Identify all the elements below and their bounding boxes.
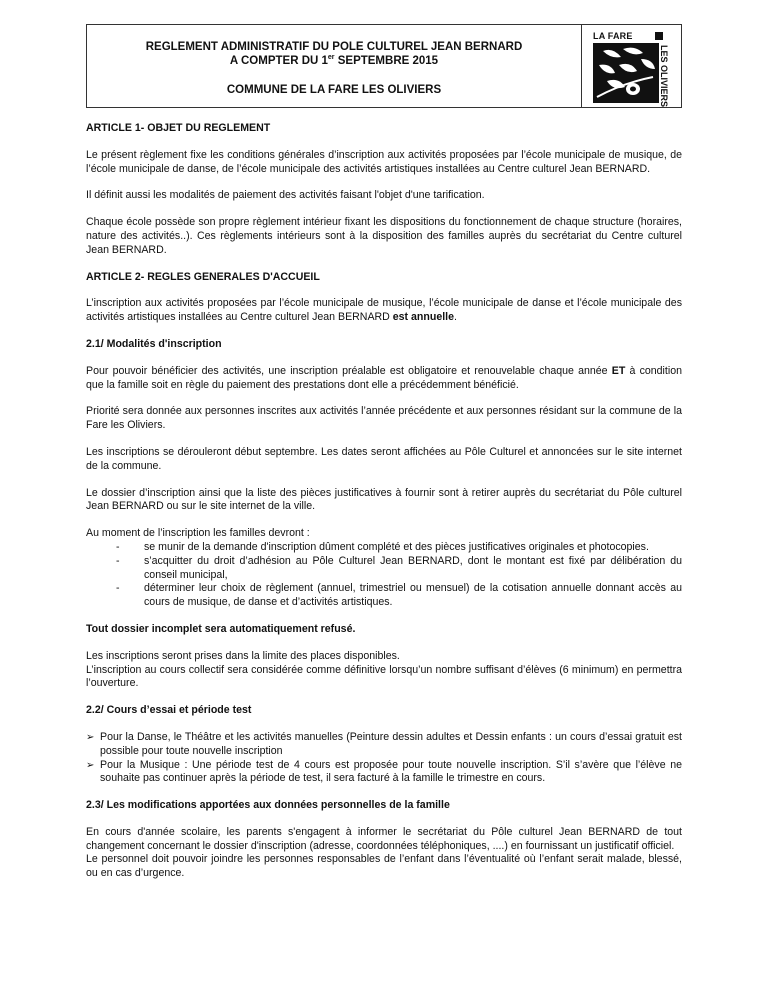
- list-dash: -: [116, 554, 120, 567]
- header-title-line2: [87, 54, 581, 68]
- document-header: [86, 24, 682, 108]
- section-2-1-text: Pour pouvoir bénéficier des activités, une inscription préalable est obligatoire et renouvelable chaque année: [86, 364, 612, 377]
- section-2-3-title: 2.3/ Les modifications apportées aux données personnelles de la famille: [86, 799, 450, 812]
- list-item-text: se munir de la demande d'inscription dûment complété et des pièces justificatives originales et photocopies.: [144, 540, 649, 553]
- section-2-1-emphasis: ET: [611, 364, 626, 377]
- list-item-text: Pour la Musique : Une période test de 4 cours est proposée pour toute nouvelle inscription. S’il s’avère que l’élève ne souhaite pas continuer après la période de test, il sera facturé à la famille le trimestre en cours.: [100, 758, 682, 785]
- section-2-1-paragraph: Les inscriptions se dérouleront début septembre. Les dates seront affichées au Pôle Culturel et annoncées sur le site internet de la commune.: [86, 445, 682, 472]
- list-item: [86, 555, 682, 583]
- header-date-suffix: SEPTEMBRE 2015: [334, 55, 439, 67]
- olive-branch-icon: [593, 43, 659, 103]
- arrow-bullet-icon: ➢: [86, 731, 95, 743]
- section-2-1-paragraph: Le dossier d’inscription ainsi que la liste des pièces justificatives à fournir sont à retirer auprès du secrétariat du Pôle culturel Jean BERNARD ou sur le site internet de la ville.: [86, 486, 682, 513]
- section-2-3-paragraph: En cours d'année scolaire, les parents s'engagent à informer le secrétariat du Pôle culturel Jean BERNARD de tout changement concernant le dossier d'inscription (adresse, coordonnées téléphoniques, ....) en fournissant un justificatif officiel.: [86, 825, 682, 852]
- section-2-1-paragraph: Priorité sera donnée aux personnes inscrites aux activités l’année précédente et aux personnes résidant sur la commune de la Fare les Oliviers.: [86, 405, 682, 432]
- header-title-line1: REGLEMENT ADMINISTRATIF DU POLE CULTUREL JEAN BERNARD: [145, 41, 523, 53]
- collective-course-text: L’inscription au cours collectif sera considérée comme définitive lorsqu’un nombre suffisant d’élèves (6 minimum) en permettra l’ouverture.: [86, 663, 682, 690]
- article2-paragraph: [86, 297, 682, 325]
- places-text: Les inscriptions seront prises dans la limite des places disponibles.: [86, 649, 400, 662]
- header-title-block: [87, 25, 581, 107]
- document-body: [86, 122, 682, 894]
- header-divider: [581, 25, 582, 107]
- header-date-ordinal: er: [327, 54, 335, 61]
- list-item: [86, 541, 682, 555]
- section-2-3-paragraph: Le personnel doit pouvoir joindre les personnes responsables de l’enfant dans l’éventualité où l’enfant serait malade, blessé, ou en cas d’urgence.: [86, 853, 682, 880]
- section-2-2-title: 2.2/ Cours d’essai et période test: [86, 704, 252, 717]
- article2-emphasis: est annuelle: [392, 311, 454, 324]
- logo-square: [655, 32, 663, 40]
- article1-paragraph: Il définit aussi les modalités de paiement des activités faisant l'objet d'une tarification.: [86, 189, 485, 202]
- header-commune: COMMUNE DE LA FARE LES OLIVIERS: [226, 84, 442, 96]
- list-item: [86, 759, 682, 787]
- list-item-text: s’acquitter du droit d’adhésion au Pôle Culturel Jean BERNARD, dont le montant est fixé par délibération du conseil municipal,: [144, 554, 682, 581]
- requirements-list: [86, 527, 682, 610]
- trial-list: [86, 731, 682, 786]
- incomplete-warning: Tout dossier incomplet sera automatiquement refusé.: [86, 622, 356, 635]
- section-2-1-paragraph: [86, 365, 682, 393]
- logo-text-side: LES OLIVIERS: [659, 45, 669, 108]
- list-dash: -: [116, 540, 120, 553]
- list-item-text: déterminer leur choix de règlement (annuel, trimestriel ou mensuel) de la cotisation annuelle donnant accès au cours de musique, de danse et d’activités artistiques.: [144, 582, 682, 609]
- requirements-intro: Au moment de l’inscription les familles devront :: [86, 527, 310, 540]
- commune-logo: [593, 31, 675, 108]
- section-2-1-title: 2.1/ Modalités d'inscription: [86, 337, 222, 350]
- article2-text: L’inscription aux activités proposées par l’école municipale de musique, l’école municipale de danse et l’école municipale des activités artistiques installées au Centre culturel Jean BERNARD: [86, 297, 682, 324]
- logo-text-top: LA FARE: [593, 31, 633, 41]
- article1-paragraph: Chaque école possède son propre règlement intérieur fixant les dispositions du fonctionnement de chaque structure (horaires, nature des activités..). Ces règlements intérieurs sont à la disposition des familles auprès du secrétariat du Centre culturel Jean BERNARD.: [86, 216, 682, 256]
- section-2-1-paragraph: [86, 650, 682, 691]
- list-item-text: Pour la Danse, le Théâtre et les activités manuelles (Peinture dessin adultes et Dessin enfants : un cours d’essai gratuit est possible pour toute nouvelle inscription: [100, 730, 682, 757]
- list-dash: -: [116, 582, 120, 595]
- list-item: [86, 731, 682, 759]
- section-2-1-text-end: à condition que la famille soit en règle du paiement des prestations dont elle a précédemment bénéficié.: [86, 364, 682, 391]
- article1-paragraph: Le présent règlement fixe les conditions générales d’inscription aux activités proposées par l’école municipale de musique, de l’école municipale de danse, de l’école municipale des activités artistiques installées au Centre culturel Jean BERNARD.: [86, 148, 682, 175]
- article1-title: ARTICLE 1- OBJET DU REGLEMENT: [86, 122, 271, 134]
- list-item: [86, 582, 682, 610]
- header-date-prefix: A COMPTER DU 1: [229, 55, 328, 67]
- article2-text-end: .: [454, 311, 457, 324]
- arrow-bullet-icon: ➢: [86, 759, 95, 771]
- article2-title: ARTICLE 2- REGLES GENERALES D'ACCUEIL: [86, 270, 320, 283]
